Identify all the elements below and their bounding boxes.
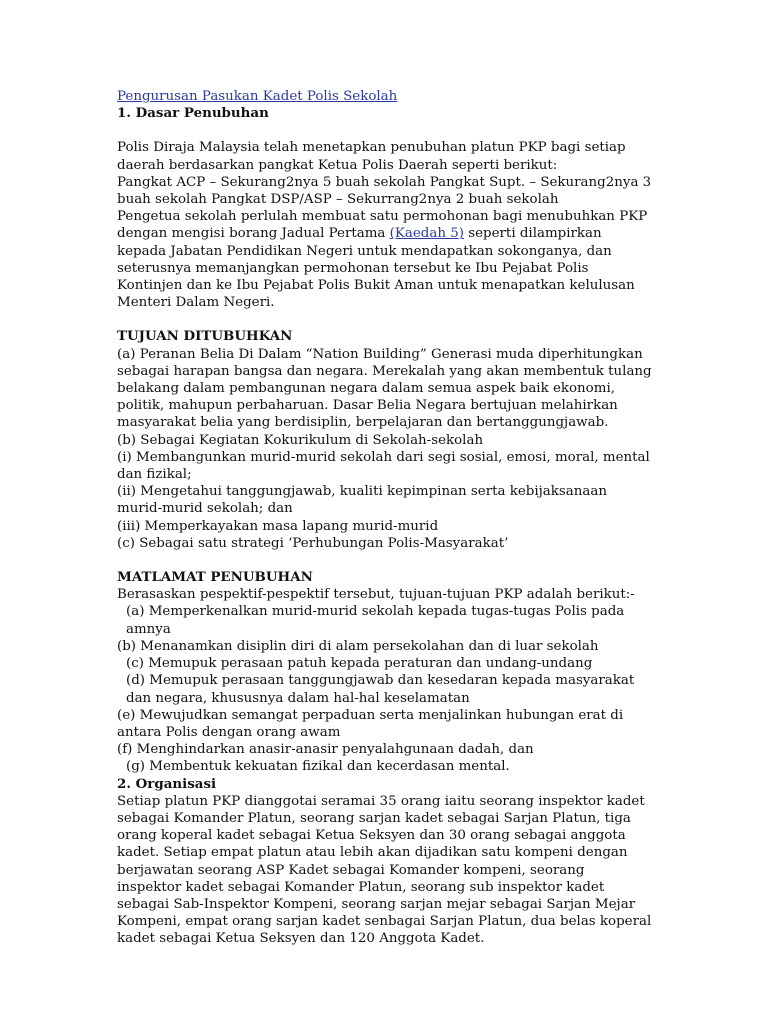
- matlamat-item: (a) Memperkenalkan murid-murid sekolah kepada tugas-tugas Polis pada amnya: [126, 604, 625, 637]
- matlamat-intro: Berasaskan pespektif-pespektif tersebut, tujuan-tujuan PKP adalah berikut:-: [117, 587, 635, 603]
- section1-para2: Pangkat ACP – Sekurang2nya 5 buah sekolah Pangkat Supt. – Sekurang2nya 3 buah sekolah Pangkat DSP/ASP – Sekurrang2nya 2 buah sekolah: [117, 174, 652, 208]
- section1-heading: 1. Dasar Penubuhan: [117, 105, 269, 122]
- tujuan-line: (c) Sebagai satu strategi ‘Perhubungan Polis-Masyarakat’: [117, 535, 509, 551]
- matlamat-item: (c) Memupuk perasaan patuh kepada peraturan dan undang-undang: [126, 656, 593, 672]
- section2-para: Setiap platun PKP dianggotai seramai 35 orang iaitu seorang inspektor kadet sebagai Komander Platun, seorang sarjan kadet sebagai Sarjan Platun, tiga orang koperal kadet sebagai Ketua Seksyen dan 30 orang sebagai anggota kadet. Setiap empat platun atau lebih akan dijadikan satu kompeni dengan berjawatan seorang ASP Kadet sebagai Komander kompeni, seorang inspektor kadet sebagai Komander Platun, seorang sub inspektor kadet sebagai Sab-Inspektor Kompeni, seorang sarjan mejar sebagai Sarjan Mejar Kompeni, empat orang sarjan kadet senbagai Sarjan Platun, dua belas koperal kadet sebagai Ketua Seksyen dan 120 Anggota Kadet.: [117, 793, 652, 947]
- tujuan-line: (i) Membangunkan murid-murid sekolah dari segi sosial, emosi, moral, mental dan fizikal;: [117, 449, 650, 483]
- tujuan-line: (b) Sebagai Kegiatan Kokurikulum di Sekolah-sekolah: [117, 432, 484, 448]
- section2-heading: 2. Organisasi: [117, 775, 217, 792]
- tujuan-line: (ii) Mengetahui tanggungjawab, kualiti kepimpinan serta kebijaksanaan murid-murid sekolah; dan: [117, 484, 607, 517]
- matlamat-item: (b) Menanamkan disiplin diri di alam persekolahan dan di luar sekolah: [117, 638, 599, 654]
- tujuan-line: (a) Peranan Belia Di Dalam “Nation Building” Generasi muda diperhitungkan sebagai harapan bangsa dan negara. Merekalah yang akan membentuk tulang belakang dalam pembangunan negara dalam semua aspek baik ekonomi, politik, mahupun perbaharuan. Dasar Belia Negara bertujuan melahirkan masyarakat belia yang berdisiplin, berpelajaran dan bertanggungjawab.: [117, 346, 652, 431]
- tujuan-heading: TUJUAN DITUBUHKAN: [117, 328, 293, 345]
- document-page: [117, 88, 652, 948]
- tujuan-line: (iii) Memperkayakan masa lapang murid-murid: [117, 518, 439, 534]
- section1-para3: Pengetua sekolah perlulah membuat satu permohonan bagi menubuhkan PKP dengan mengisi borang Jadual Pertama (Kaedah 5) seperti dilampirkan kepada Jabatan Pendidikan Negeri untuk mendapatkan sokonganya, dan seterusnya memanjangkan permohonan tersebut ke Ibu Pejabat Polis Kontinjen dan ke Ibu Pejabat Polis Bukit Aman untuk menapatkan kelulusan Menteri Dalam Negeri.: [117, 209, 648, 311]
- matlamat-item: (e) Mewujudkan semangat perpaduan serta menjalinkan hubungan erat di antara Polis dengan orang awam: [117, 707, 624, 740]
- matlamat-item: (g) Membentuk kekuatan fizikal dan kecerdasan mental.: [126, 759, 510, 775]
- title-link[interactable]: Pengurusan Pasukan Kadet Polis Sekolah: [117, 89, 398, 104]
- matlamat-item: (f) Menghindarkan anasir-anasir penyalahgunaan dadah, dan: [117, 742, 534, 758]
- matlamat-item: (d) Memupuk perasaan tanggungjawab dan kesedaran kepada masyarakat dan negara, khususnya dalam hal-hal keselamatan: [126, 673, 635, 706]
- kaedah-link[interactable]: (Kaedah 5): [389, 226, 464, 242]
- section1-para1: Polis Diraja Malaysia telah menetapkan penubuhan platun PKP bagi setiap daerah berdasarkan pangkat Ketua Polis Daerah seperti berikut:: [117, 140, 626, 173]
- matlamat-heading: MATLAMAT PENUBUHAN: [117, 569, 313, 586]
